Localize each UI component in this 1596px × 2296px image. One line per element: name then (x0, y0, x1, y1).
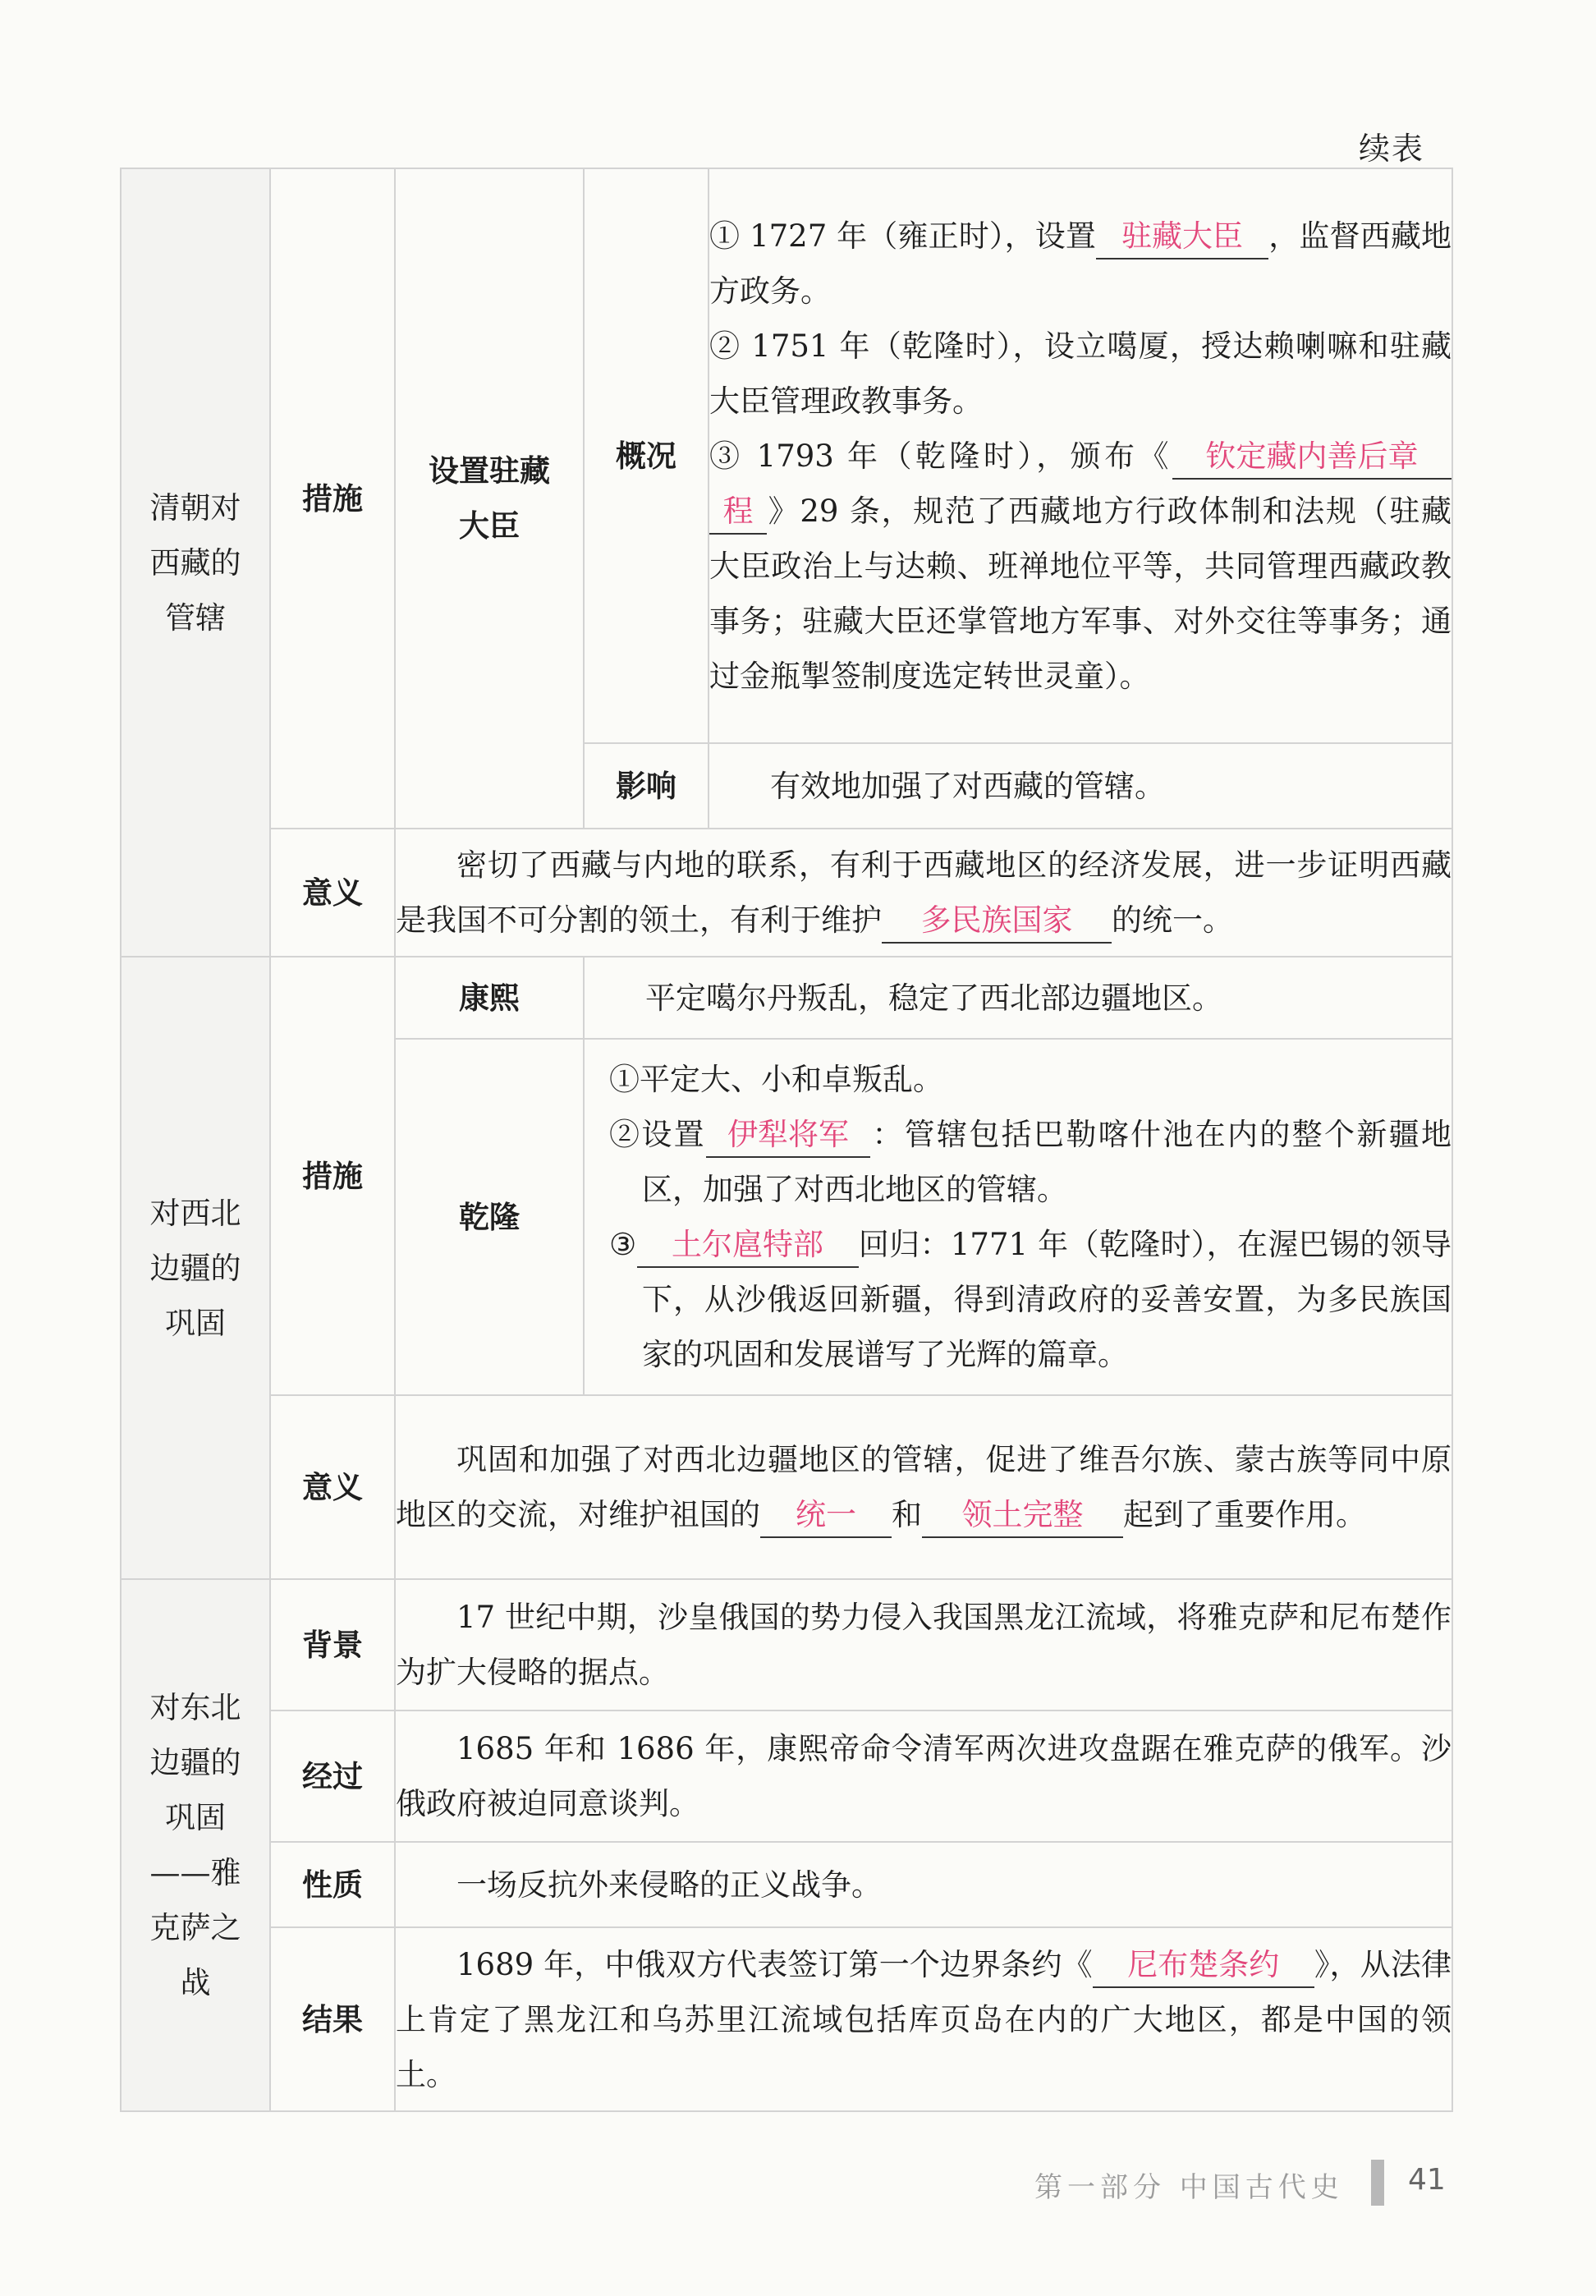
qianlong-content (584, 1039, 1452, 1395)
qianlong-item-2: ②设置 伊犁将军 ：管辖包括巴勒喀什池在内的整个新疆地区，加强了对西北地区的管辖。 (609, 1107, 1452, 1217)
label-measure-name: 设置驻藏大臣 (395, 168, 584, 829)
topic-xizang: 清朝对西藏的管辖 (121, 168, 270, 957)
footer-divider-bar (1371, 2160, 1384, 2206)
footer-section-title: 第一部分 中国古代史 (1034, 2171, 1344, 2204)
result-content: 1689 年，中俄双方代表签订第一个边界条约《 尼布楚条约 》，从法律上肯定了黑龙江和乌苏里江流域包括库页岛在内的广大地区，都是中国的领土。 (395, 1927, 1452, 2111)
label-qianlong: 乾隆 (395, 1039, 584, 1395)
kangxi-content: 平定噶尔丹叛乱，稳定了西北部边疆地区。 (584, 957, 1452, 1039)
topic-xibei: 对西北边疆的巩固 (121, 957, 270, 1579)
answer-tongyi: 统一 (760, 1494, 892, 1538)
label-xibei-measures: 措施 (270, 957, 395, 1395)
label-background: 背景 (270, 1579, 395, 1711)
process-content: 1685 年和 1686 年，康熙帝命令清军两次进攻盘踞在雅克萨的俄军。沙俄政府被迫同意谈判。 (395, 1711, 1452, 1842)
page-number: 41 (1408, 2163, 1446, 2197)
answer-qinding-1: 钦定藏内善后章 (1172, 435, 1452, 480)
xibei-significance-content: 巩固和加强了对西北边疆地区的管辖，促进了维吾尔族、蒙古族等同中原地区的交流，对维护祖国的 统一 和 领土完整 起到了重要作用。 (395, 1395, 1452, 1579)
overview-content (709, 168, 1452, 743)
label-xizang-measures: 措施 (270, 168, 395, 829)
overview-item-3: ③ 1793 年（乾隆时），颁布《 钦定藏内善后章程 》29 条，规范了西藏地方行政体制和法规（驻藏大臣政治上与达赖、班禅地位平等，共同管理西藏政教事务；驻藏大臣还掌管地方军事、对外交往等事务；通过金瓶掣签制度选定转世灵童）。 (709, 429, 1452, 704)
answer-duominzu: 多民族国家 (882, 899, 1112, 944)
label-overview: 概况 (584, 168, 709, 743)
label-result: 结果 (270, 1927, 395, 2111)
answer-nibuchu: 尼布楚条约 (1093, 1944, 1314, 1988)
xizang-significance-content: 密切了西藏与内地的联系，有利于西藏地区的经济发展，进一步证明西藏是我国不可分割的领土，有利于维护 多民族国家 的统一。 (395, 829, 1452, 957)
answer-zhuzang-dachen: 驻藏大臣 (1096, 215, 1268, 259)
label-impact: 影响 (584, 743, 709, 829)
qianlong-item-1: ①平定大、小和卓叛乱。 (609, 1062, 943, 1097)
label-kangxi: 康熙 (395, 957, 584, 1039)
background-content: 17 世纪中期，沙皇俄国的势力侵入我国黑龙江流域，将雅克萨和尼布楚作为扩大侵略的据点。 (395, 1579, 1452, 1711)
answer-qinding-2: 程 (709, 490, 767, 535)
qianlong-item-3: ③ 土尔扈特部 回归：1771 年（乾隆时），在渥巴锡的领导下，从沙俄返回新疆，得到清政府的妥善安置，为多民族国家的巩固和发展谱写了光辉的篇章。 (609, 1217, 1452, 1382)
answer-yili-jiangjun: 伊犁将军 (706, 1114, 870, 1158)
topic-dongbei: 对东北边疆的巩固——雅克萨之战 (121, 1579, 270, 2111)
answer-tuerhute: 土尔扈特部 (637, 1224, 859, 1268)
impact-content: 有效地加强了对西藏的管辖。 (709, 743, 1452, 829)
overview-item-1: ① 1727 年（雍正时），设置 驻藏大臣 ，监督西藏地方政务。 (709, 209, 1452, 319)
nature-content: 一场反抗外来侵略的正义战争。 (395, 1842, 1452, 1927)
label-xizang-significance: 意义 (270, 829, 395, 957)
overview-item-2: ② 1751 年（乾隆时），设立噶厦，授达赖喇嘛和驻藏大臣管理政教事务。 (709, 328, 1452, 419)
history-summary-table (120, 168, 1453, 2112)
continued-label: 续表 (1359, 131, 1425, 167)
label-process: 经过 (270, 1711, 395, 1842)
label-nature: 性质 (270, 1842, 395, 1927)
answer-lingtu-wanzheng: 领土完整 (922, 1494, 1123, 1538)
label-xibei-significance: 意义 (270, 1395, 395, 1579)
